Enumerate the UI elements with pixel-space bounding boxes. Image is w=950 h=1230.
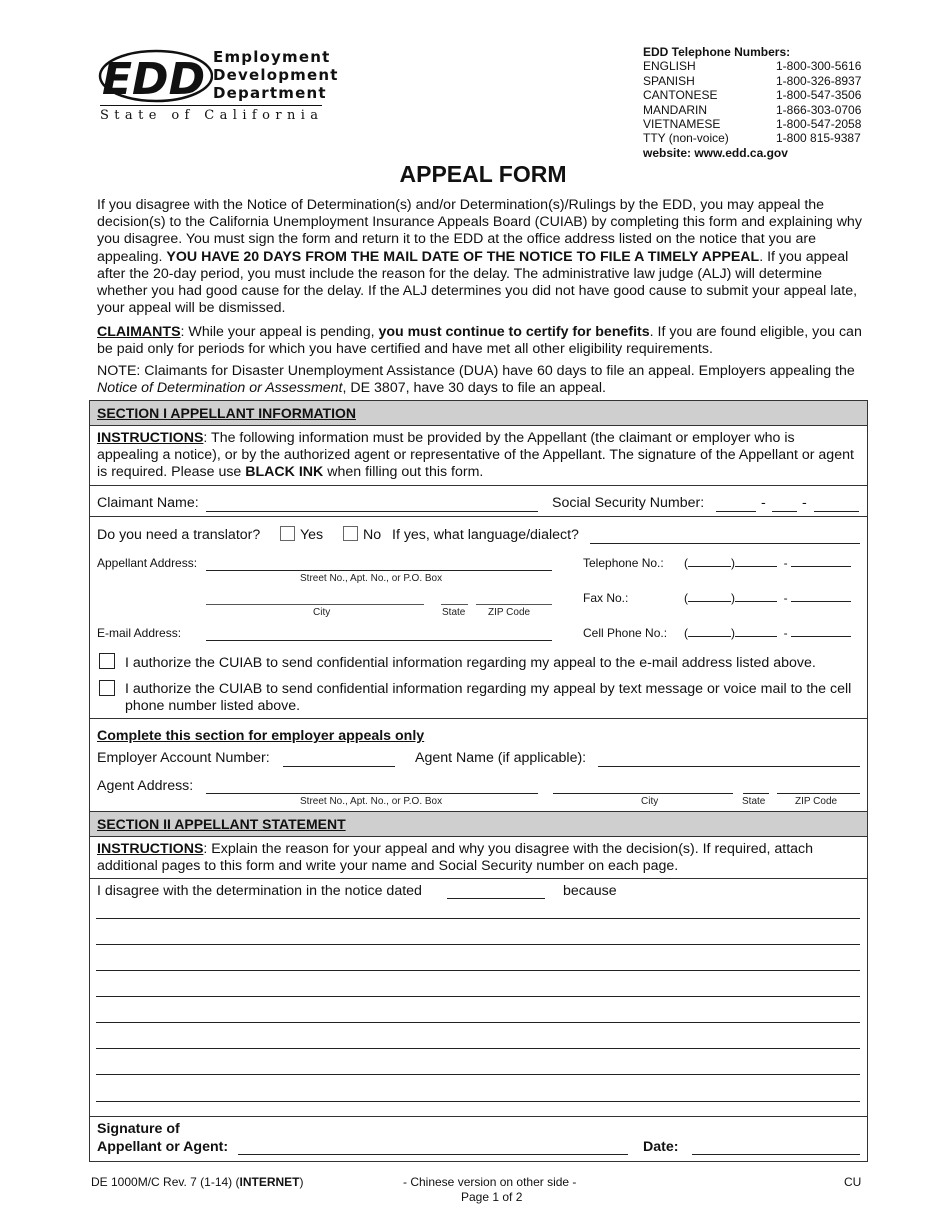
ssn-field-2[interactable]	[772, 511, 797, 512]
translator-yes-label: Yes	[300, 527, 324, 543]
agent-name-field[interactable]	[598, 766, 860, 767]
phone-lang: TTY (non-voice)	[643, 131, 729, 146]
section-2-header: SECTION II APPELLANT STATEMENT	[90, 811, 867, 837]
phone-number: 1-800-547-2058	[776, 116, 862, 131]
signature-label-2: Appellant or Agent:	[97, 1139, 229, 1155]
phone-row	[643, 131, 873, 145]
agent-address-label: Agent Address:	[97, 778, 194, 794]
statement-line[interactable]	[96, 944, 860, 945]
translator-no-checkbox[interactable]	[343, 526, 358, 541]
signature-label-1: Signature of	[97, 1121, 180, 1137]
statement-line[interactable]	[96, 1022, 860, 1023]
employer-account-label: Employer Account Number:	[97, 750, 270, 766]
phone-lang: MANDARIN	[643, 102, 708, 117]
phone-number: 1-800-300-5616	[776, 59, 862, 74]
statement-line[interactable]	[96, 1101, 860, 1102]
form-code: CU	[844, 1175, 862, 1189]
fax-label: Fax No.:	[583, 591, 629, 605]
translator-question: Do you need a translator?	[97, 527, 261, 543]
statement-line[interactable]	[96, 1048, 860, 1049]
street-caption: Street No., Apt. No., or P.O. Box	[300, 796, 443, 807]
fax-field[interactable]: ( ) -	[684, 591, 851, 605]
zip-caption: ZIP Code	[795, 796, 838, 807]
state-caption: State	[742, 796, 766, 807]
translator-yes-checkbox[interactable]	[280, 526, 295, 541]
because-text: because	[563, 883, 617, 899]
intro-paragraph: If you disagree with the Notice of Determination(s) and/or Determination(s)/Rulings by the EDD, you may appeal the decision(s) to the California Unemployment Insurance Appeals Board (CUIAB) by completing this form and explaining why you disagree. You must sign the form and return it to the EDD at the office address listed on the notice that you are appealing. YOU HAVE 20 DAYS FROM THE MAIL DATE OF THE NOTICE TO FILE A TIMELY APPEAL. If you appeal after the 20-day period, you must include the reason for the delay. The administrative law judge (ALJ) will determine whether you had good cause for the delay. If the ALJ determines you did not have good cause to submit your appeal late, your appeal will be dismissed.	[97, 197, 862, 317]
page-title: APPEAL FORM	[399, 161, 567, 187]
edd-logo	[98, 48, 339, 128]
divider	[90, 878, 867, 879]
edd-logo-mark	[98, 48, 213, 108]
employer-section-header: Complete this section for employer appeals only	[97, 728, 425, 744]
ssn-label: Social Security Number:	[552, 495, 705, 511]
divider	[90, 516, 867, 517]
claimant-name-label: Claimant Name:	[97, 495, 199, 511]
agent-street-field[interactable]	[206, 793, 538, 794]
section-1-header: SECTION I APPELLANT INFORMATION	[90, 400, 867, 426]
telephone-field[interactable]: ( ) -	[684, 556, 851, 570]
phone-lang: SPANISH	[643, 73, 695, 88]
city-caption: City	[313, 607, 331, 618]
cell-phone-label: Cell Phone No.:	[583, 626, 668, 640]
signature-field[interactable]	[238, 1154, 628, 1155]
section-1-instructions: INSTRUCTIONS: The following information must be provided by the Appellant (the claimant or employer who is appealing a notice), or by the authorized agent or representative of the Appellant. The signature of the Appellant or agent is required. Please use BLACK INK when filling out this form.	[97, 430, 854, 481]
logo-line-3: Department	[213, 84, 327, 102]
city-caption: City	[641, 796, 659, 807]
date-label: Date:	[643, 1139, 679, 1155]
phone-number: 1-800 815-9387	[776, 131, 861, 146]
phone-row	[643, 117, 873, 131]
phone-row	[643, 103, 873, 117]
statement-line[interactable]	[96, 996, 860, 997]
appellant-state-field[interactable]	[441, 604, 468, 605]
logo-rule	[100, 105, 322, 106]
appellant-zip-field[interactable]	[476, 604, 552, 605]
appellant-city-field[interactable]	[206, 604, 424, 605]
statement-line[interactable]	[96, 970, 860, 971]
email-label: E-mail Address:	[97, 626, 182, 640]
ssn-field-1[interactable]	[716, 511, 756, 512]
claimants-paragraph: CLAIMANTS: While your appeal is pending, you must continue to certify for benefits. If you are found eligible, you can be paid only for periods for which you have certified and have met all other eligibility requirements.	[97, 324, 862, 358]
logo-line-1: Employment	[213, 48, 331, 66]
auth-email-text: I authorize the CUIAB to send confidential information regarding my appeal to the e-mail address listed above.	[125, 655, 816, 671]
auth-text-checkbox[interactable]	[99, 680, 115, 696]
phone-number: 1-866-303-0706	[776, 102, 862, 117]
claimant-name-field[interactable]	[206, 511, 538, 512]
telephone-label: Telephone No.:	[583, 556, 664, 570]
phone-lang: VIETNAMESE	[643, 116, 721, 131]
phone-number: 1-800-326-8937	[776, 73, 862, 88]
appellant-address-label: Appellant Address:	[97, 556, 198, 570]
logo-letters: EDD	[102, 54, 206, 105]
agent-name-label: Agent Name (if applicable):	[415, 750, 587, 766]
divider	[90, 1116, 867, 1117]
employer-account-field[interactable]	[283, 766, 395, 767]
zip-caption: ZIP Code	[488, 607, 531, 618]
ssn-field-3[interactable]	[814, 511, 859, 512]
divider	[90, 718, 867, 719]
appellant-street-field[interactable]	[206, 570, 552, 571]
language-field[interactable]	[590, 543, 860, 544]
state-caption: State	[442, 607, 466, 618]
cell-phone-field[interactable]: ( ) -	[684, 626, 851, 640]
note-paragraph: NOTE: Claimants for Disaster Unemployment Assistance (DUA) have 60 days to file an appeal. Employers appealing the Notice of Determination or Assessment, DE 3807, have 30 days to file an appeal.	[97, 363, 855, 397]
agent-city-field[interactable]	[553, 793, 733, 794]
phone-directory	[643, 45, 873, 160]
phone-row	[643, 74, 873, 88]
form-id: DE 1000M/C Rev. 7 (1-14) (INTERNET)	[91, 1175, 304, 1189]
logo-line-2: Development	[213, 66, 339, 84]
phone-number: 1-800-547-3506	[776, 88, 862, 103]
language-question: If yes, what language/dialect?	[392, 527, 579, 543]
page-number: Page 1 of 2	[461, 1190, 523, 1204]
statement-line[interactable]	[96, 1074, 860, 1075]
date-field[interactable]	[692, 1154, 860, 1155]
auth-email-checkbox[interactable]	[99, 653, 115, 669]
email-field[interactable]	[206, 640, 552, 641]
phone-header: EDD Telephone Numbers:	[643, 45, 791, 59]
statement-line[interactable]	[96, 918, 860, 919]
chinese-version-note: - Chinese version on other side -	[403, 1175, 577, 1189]
phone-row	[643, 59, 873, 73]
phone-lang: ENGLISH	[643, 59, 696, 74]
notice-date-field[interactable]	[447, 898, 545, 899]
translator-no-label: No	[363, 527, 382, 543]
section-2-instructions: INSTRUCTIONS: Explain the reason for your appeal and why you disagree with the decision(s). If required, attach additional pages to this form and write your name and Social Security number on each page.	[97, 841, 814, 875]
auth-text-text: I authorize the CUIAB to send confidential information regarding my appeal by text message or voice mail to the cell phone number listed above.	[125, 681, 852, 714]
street-caption: Street No., Apt. No., or P.O. Box	[300, 573, 443, 584]
agent-zip-field[interactable]	[777, 793, 860, 794]
agent-state-field[interactable]	[743, 793, 769, 794]
divider	[90, 485, 867, 486]
logo-state: State of California	[100, 108, 324, 123]
phone-row	[643, 88, 873, 102]
disagree-text: I disagree with the determination in the notice dated	[97, 883, 422, 899]
website-link[interactable]: website: www.edd.ca.gov	[643, 145, 788, 160]
phone-lang: CANTONESE	[643, 88, 718, 103]
